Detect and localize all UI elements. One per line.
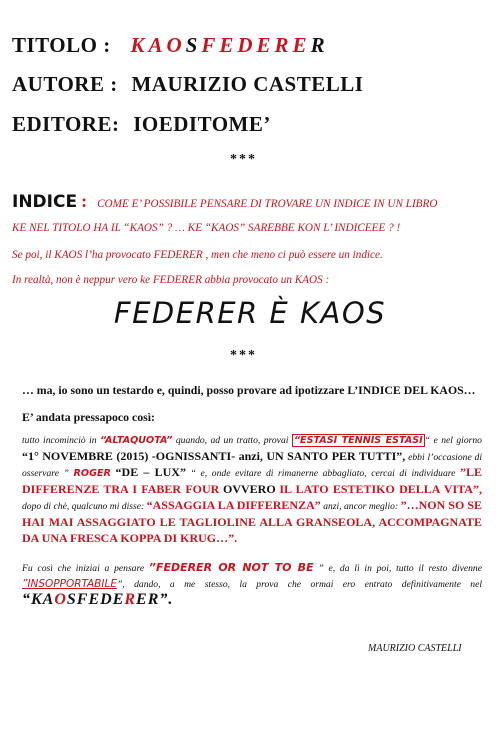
indice-line-1: COME E’ POSSIBILE PENSARE DI TROVARE UN INDICE IN UN LIBRO <box>97 198 438 210</box>
indice-colon: : <box>81 191 88 211</box>
title-part-1: KAO <box>130 33 186 57</box>
story-paragraph-1 <box>22 433 482 548</box>
kaos-part-1: “KA <box>22 591 55 608</box>
estasi-label: “ESTASI TENNIS ESTASI <box>293 435 423 446</box>
indice-heading <box>12 191 437 212</box>
publisher-line <box>12 112 271 137</box>
p1-text-7: anzi, ancor meglio: <box>323 501 399 512</box>
altaquota-label: “ALTAQUOTA” <box>100 435 173 446</box>
title-part-4: R <box>310 33 329 57</box>
title-value <box>130 33 328 57</box>
federer-or-not-label: ”FEDERER OR NOT TO BE <box>148 561 314 574</box>
kaos-part-4: R <box>124 591 137 608</box>
p1-text-5: “ e, onde evitare di rimanerne abbagliato, cercai di individuare <box>190 468 456 479</box>
p2-text-2: ” e, da lì in poi, tutto il resto divenne <box>318 563 482 574</box>
kaos-part-6: ”. <box>159 591 174 608</box>
p1-text-2: quando, ad un tratto, provai <box>175 435 289 446</box>
kaos-part-5: ER <box>136 591 160 608</box>
insopportabile-label: ”INSOPPORTABILE <box>22 577 117 590</box>
title-part-2: S <box>185 33 202 57</box>
andata-text: E’ andata pressapoco così: <box>22 410 155 424</box>
indice-line-2: KE NEL TITOLO HA IL “KAOS” ? … KE “KAOS” SAREBBE KON L’ INDICEEE ? ! <box>12 222 401 234</box>
story-paragraph-2 <box>22 560 482 610</box>
indice-line-3: Se poi, il KAOS l’ha provocato FEDERER , men che meno ci può essere un indice. <box>12 249 383 261</box>
separator-stars: *** <box>230 152 257 167</box>
publisher-label: EDITORE: <box>12 112 120 136</box>
author-line <box>12 72 363 97</box>
intro-text: … ma, io sono un testardo e, quindi, posso provare ad ipotizzare L’INDICE DEL KAOS… <box>22 383 476 397</box>
kaos-closing-word <box>22 591 173 608</box>
lato-estetiko-text: IL LATO ESTETIKO DELLA VITA”, <box>279 481 482 496</box>
big-title: FEDERER È KAOS <box>113 296 387 330</box>
title-part-3: FEDERE <box>201 33 311 57</box>
kaos-part-2: O <box>54 591 67 608</box>
signature: MAURIZIO CASTELLI <box>368 643 462 654</box>
assaggia-text: “ASSAGGIA LA DIFFERENZA” <box>146 498 321 512</box>
p1-text-6: dopo di chè, qualcuno mi disse: <box>22 501 145 512</box>
p1-quote: ” <box>63 468 69 479</box>
novembre-text: “1° NOVEMBRE (2015) -OGNISSANTI- anzi, UN SANTO PER TUTTI”, <box>22 448 406 463</box>
tagliolini-text: ”…NON SO SE HAI MAI ASSAGGIATO LE TAGLIOLINE ALLA GRANSEOLA, ACCOMPAGNATE DA UNA FRESCA KOPPA DI KRUG…”. <box>22 498 482 545</box>
p1-text-4: ebbi l’occasione di osservare <box>22 451 483 479</box>
p1-text-1: tutto incominciò in <box>22 435 97 446</box>
p1-text-3: “ e nel giorno <box>424 435 482 446</box>
differenze-text: ”LE DIFFERENZE TRA I FABER FOUR <box>22 465 483 496</box>
publisher-value: IOEDITOME’ <box>133 112 271 136</box>
p2-text-3: ”, dando, a me stesso, la prova che ormai ero entrato definitivamente nel <box>116 578 482 590</box>
p2-text-1: Fu così che iniziai a pensare <box>22 563 145 574</box>
title-label: TITOLO : <box>12 33 111 57</box>
kaos-part-3: SFEDE <box>66 591 125 608</box>
title-line <box>12 33 329 58</box>
indice-line-4: In realtà, non è neppur vero ke FEDERER abbia provocato un KAOS : <box>12 274 330 286</box>
roger-label: ROGER <box>73 468 111 479</box>
delux-text: “DE – LUX” <box>115 465 186 479</box>
separator-stars-2: *** <box>230 348 257 363</box>
author-value: MAURIZIO CASTELLI <box>131 72 364 96</box>
indice-label: INDICE <box>12 192 78 212</box>
author-label: AUTORE : <box>12 72 118 96</box>
ovvero-text: OVVERO <box>223 481 276 496</box>
